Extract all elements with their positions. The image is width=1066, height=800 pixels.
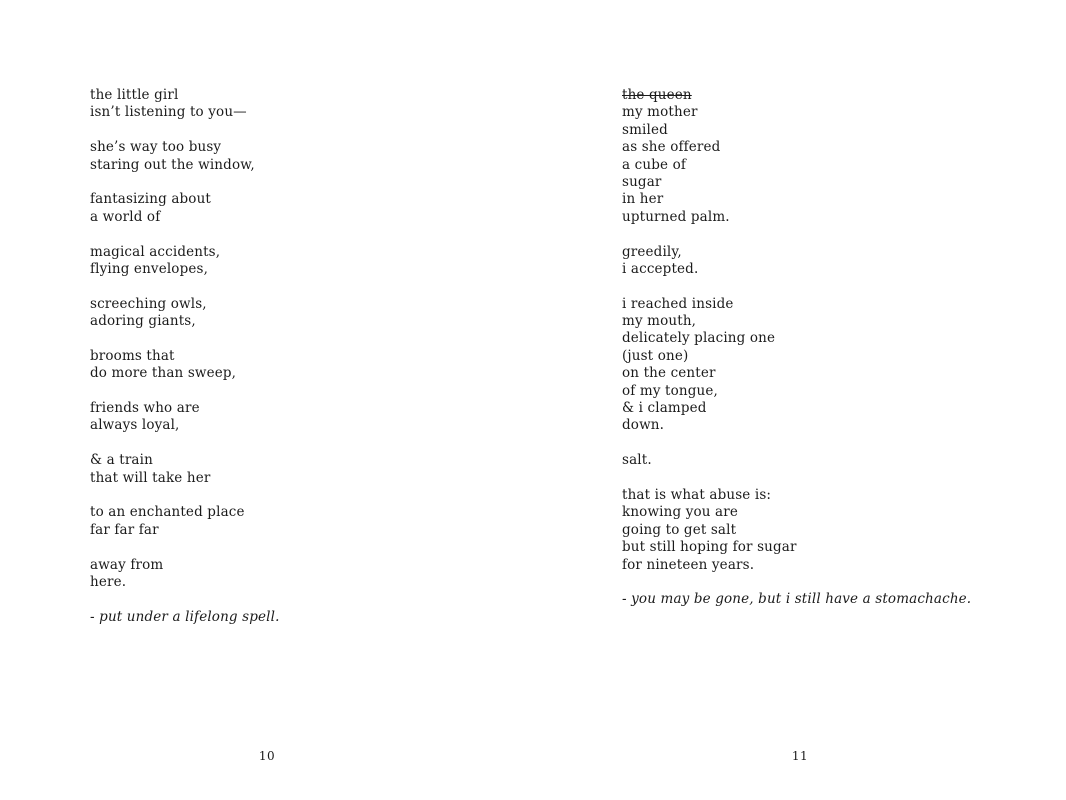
- poem-line: going to get salt: [622, 521, 737, 538]
- poem-attribution: - put under a lifelong spell.: [90, 608, 280, 625]
- poem-right: [622, 87, 971, 609]
- page-number-right: 11: [791, 749, 809, 763]
- poem-line: always loyal,: [90, 417, 180, 434]
- stanza: [622, 244, 971, 279]
- poem-line: adoring giants,: [90, 313, 196, 330]
- poem-line: here.: [90, 573, 127, 590]
- page-number-left: 10: [258, 749, 276, 763]
- poem-line: that will take her: [90, 469, 211, 486]
- poem-line: in her: [622, 191, 664, 208]
- poem-line: a world of: [90, 208, 161, 225]
- stanza: [90, 504, 280, 539]
- poem-line: upturned palm.: [622, 208, 730, 225]
- poem-line: fantasizing about: [90, 191, 212, 208]
- poem-line: do more than sweep,: [90, 365, 237, 382]
- poem-line: greedily,: [622, 243, 682, 260]
- poem-line: she’s way too busy: [90, 139, 222, 156]
- stanza: [90, 139, 280, 174]
- poem-line: that is what abuse is:: [622, 486, 772, 503]
- poem-line: delicately placing one: [622, 330, 776, 347]
- struck-title-line: the queen: [622, 87, 692, 103]
- poem-line: a cube of: [622, 156, 686, 173]
- poem-line: to an enchanted place: [90, 504, 245, 521]
- poem-line: as she offered: [622, 139, 721, 156]
- poem-line: the little girl: [90, 87, 179, 103]
- stanza: [90, 191, 280, 226]
- poem-line: isn’t listening to you—: [90, 104, 247, 121]
- stanza: [90, 87, 280, 122]
- poem-line: flying envelopes,: [90, 260, 209, 277]
- poem-line: sugar: [622, 173, 662, 190]
- stanza: [90, 452, 280, 487]
- poem-line: far far far: [90, 521, 159, 538]
- stanza: [90, 348, 280, 383]
- stanza: [622, 87, 971, 226]
- poem-line: i accepted.: [622, 260, 699, 277]
- poem-line: away from: [90, 556, 164, 573]
- poem-line: knowing you are: [622, 504, 738, 521]
- poem-line: on the center: [622, 365, 716, 382]
- poem-left: [90, 87, 280, 626]
- poem-line: & i clamped: [622, 400, 707, 417]
- stanza: [622, 296, 971, 435]
- poem-line: down.: [622, 417, 665, 434]
- poem-line: screeching owls,: [90, 295, 207, 312]
- poem-line: but still hoping for sugar: [622, 539, 797, 556]
- stanza: [90, 296, 280, 331]
- stanza: [90, 244, 280, 279]
- stanza: [90, 400, 280, 435]
- poem-line: my mouth,: [622, 313, 697, 330]
- stanza: [622, 487, 971, 574]
- poem-line: staring out the window,: [90, 156, 255, 173]
- poem-attribution: - you may be gone, but i still have a stomachache.: [622, 591, 972, 608]
- poem-line: (just one): [622, 347, 689, 364]
- poem-line: my mother: [622, 104, 698, 121]
- poem-line: & a train: [90, 452, 153, 469]
- poem-line: of my tongue,: [622, 382, 718, 399]
- stanza: [622, 452, 971, 469]
- poem-line: magical accidents,: [90, 243, 221, 260]
- poem-line: for nineteen years.: [622, 556, 755, 573]
- stanza: [90, 557, 280, 592]
- poem-line: friends who are: [90, 400, 200, 417]
- poem-line: smiled: [622, 121, 668, 138]
- poem-line: brooms that: [90, 347, 175, 364]
- poem-line: i reached inside: [622, 295, 734, 312]
- poem-line: salt.: [622, 452, 652, 469]
